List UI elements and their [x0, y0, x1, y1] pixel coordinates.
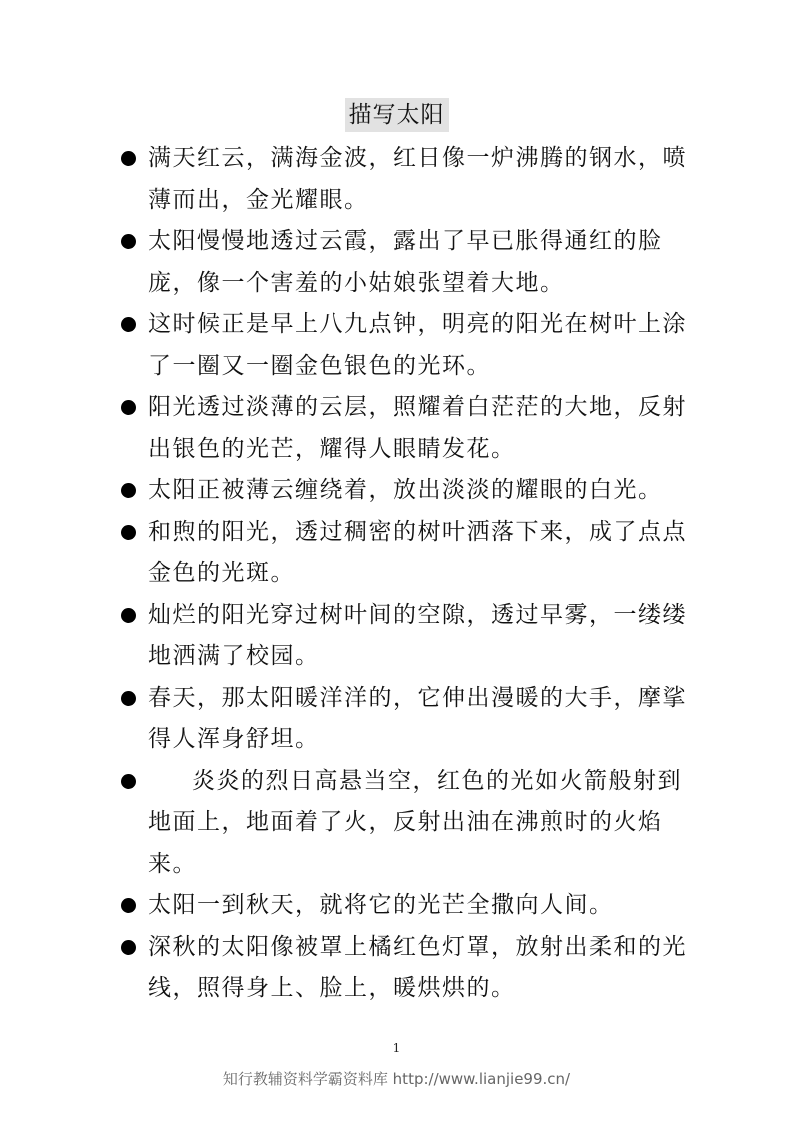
list-item — [118, 927, 688, 1010]
list-item — [118, 595, 688, 678]
list-item-text: 深秋的太阳像被罩上橘红色灯罩，放射出柔和的光线，照得身上、脸上，暖烘烘的。 — [148, 933, 687, 1001]
bullet-icon — [121, 234, 136, 249]
list-item — [118, 221, 688, 304]
list-item-text: 阳光透过淡薄的云层，照耀着白茫茫的大地，反射出银色的光芒，耀得人眼睛发花。 — [148, 394, 687, 462]
bullet-icon — [121, 940, 136, 955]
list-item — [118, 138, 688, 221]
footer-watermark: 知行教辅资料学霸资料库 http://www.lianjie99.cn/ — [222, 1070, 571, 1088]
list-item — [118, 304, 688, 387]
bullet-icon — [121, 774, 136, 789]
bullet-icon — [121, 483, 136, 498]
list-item-text: 太阳慢慢地透过云霞，露出了早已胀得通红的脸庞，像一个害羞的小姑娘张望着大地。 — [148, 228, 663, 296]
list-item — [118, 885, 688, 927]
title-container — [0, 98, 793, 132]
list-item-text: 满天红云，满海金波，红日像一炉沸腾的钢水，喷薄而出，金光耀眼。 — [148, 145, 687, 213]
list-item-text: 太阳一到秋天，就将它的光芒全撒向人间。 — [148, 892, 614, 918]
bullet-icon — [121, 400, 136, 415]
list-item-text: 灿烂的阳光穿过树叶间的空隙，透过早雾，一缕缕地洒满了校园。 — [148, 601, 687, 669]
list-item — [118, 761, 688, 886]
page-number: 1 — [392, 1041, 401, 1055]
page-title: 描写太阳 — [345, 98, 449, 132]
sentence-list — [118, 138, 688, 1010]
list-item-text: 太阳正被薄云缠绕着，放出淡淡的耀眼的白光。 — [148, 477, 663, 503]
list-item — [118, 678, 688, 761]
bullet-icon — [121, 525, 136, 540]
list-item — [118, 470, 688, 512]
list-item-text: 和煦的阳光，透过稠密的树叶洒落下来，成了点点金色的光斑。 — [148, 518, 687, 586]
bullet-icon — [121, 898, 136, 913]
bullet-icon — [121, 691, 136, 706]
list-item-text: 炎炎的烈日高悬当空，红色的光如火箭般射到地面上，地面着了火，反射出油在沸煎时的火焰来。 — [148, 767, 682, 877]
bullet-icon — [121, 151, 136, 166]
list-item-text: 这时候正是早上八九点钟，明亮的阳光在树叶上涂了一圈又一圈金色银色的光环。 — [148, 311, 687, 379]
list-item — [118, 387, 688, 470]
bullet-icon — [121, 317, 136, 332]
list-item — [118, 512, 688, 595]
list-item-text: 春天，那太阳暖洋洋的，它伸出漫暖的大手，摩挲得人浑身舒坦。 — [148, 684, 687, 752]
bullet-icon — [121, 608, 136, 623]
